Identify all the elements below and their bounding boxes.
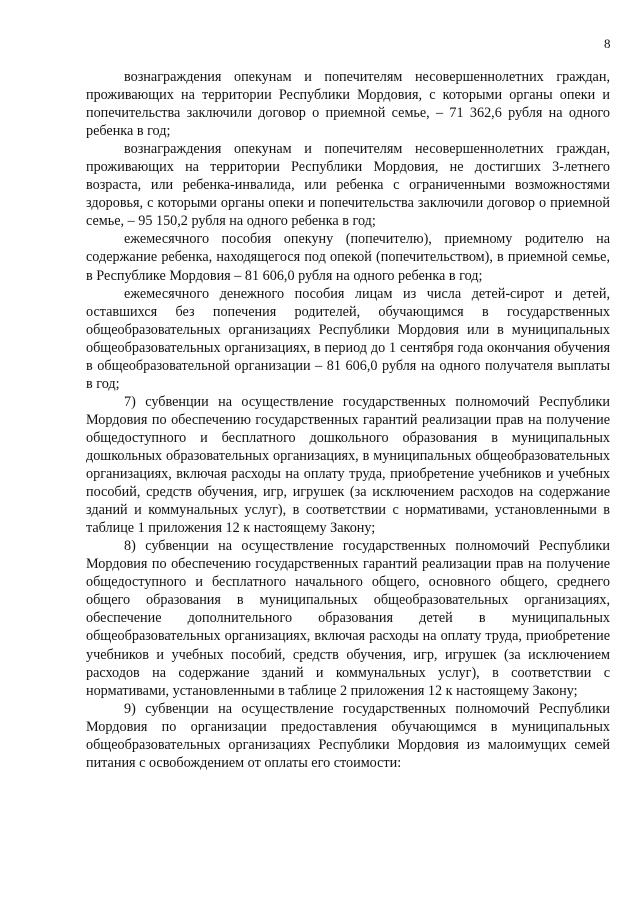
paragraph-item-7-preschool-subvention: 7) субвенции на осуществление государственных полномочий Республики Мордовия по обеспечению государственных гарантий реализации прав на получение общедоступного и бесплатного дошкольного образования в муниципальных дошкольных образовательных организациях, в муниципальных общеобразовательных организациях, включая расходы на оплату труда, приобретение учебников и учебных пособий, средств обучения, игр, игрушек (за исключением расходов на содержание зданий и коммунальных услуг), в соответствии с нормативами, установленными в таблице 1 приложения 12 к настоящему Закону;	[86, 393, 610, 537]
paragraph-monthly-allowance-orphans: ежемесячного денежного пособия лицам из числа детей-сирот и детей, оставшихся без попечения родителей, обучающимся в государственных общеобразовательных организациях Республики Мордовия или в муниципальных общеобразовательных организациях, в период до 1 сентября года окончания обучения в общеобразовательной организации – 81 606,0 рубля на одного получателя выплаты в год;	[86, 285, 610, 392]
paragraph-monthly-allowance-guardian: ежемесячного пособия опекуну (попечителю), приемному родителю на содержание ребенка, находящегося под опекой (попечительством), в приемной семье, в Республике Мордовия – 81 606,0 рубля на одного ребенка в год;	[86, 231, 610, 284]
paragraph-guardian-remuneration-special-needs: вознаграждения опекунам и попечителям несовершеннолетних граждан, проживающих на территории Республики Мордовия, не достигших 3-летнего возраста, или ребенка-инвалида, или ребенка с ограниченными возможностями здоровья, с которыми органы опеки и попечительства заключили договор о приемной семье, – 95 150,2 рубля на одного ребенка в год;	[86, 141, 610, 230]
document-body	[86, 68, 610, 772]
page-number: 8	[604, 36, 611, 51]
paragraph-item-9-meals-subvention: 9) субвенции на осуществление государственных полномочий Республики Мордовия по организации предоставления обучающимся в муниципальных общеобразовательных организациях Республики Мордовия из малоимущих семей питания с освобождением от оплаты его стоимости:	[86, 700, 610, 771]
paragraph-item-8-general-education-subvention: 8) субвенции на осуществление государственных полномочий Республики Мордовия по обеспечению государственных гарантий реализации прав на получение общедоступного и бесплатного начального общего, основного общего, среднего общего образования в муниципальных общеобразовательных организациях, обеспечение дополнительного образования детей в муниципальных общеобразовательных организациях, включая расходы на оплату труда, приобретение учебников и учебных пособий, средств обучения, игр, игрушек (за исключением расходов на содержание зданий и коммунальных услуг), в соответствии с нормативами, установленными в таблице 2 приложения 12 к настоящему Закону;	[86, 538, 610, 699]
paragraph-foster-guardian-remuneration: вознаграждения опекунам и попечителям несовершеннолетних граждан, проживающих на территории Республики Мордовия, с которыми органы опеки и попечительства заключили договор о приемной семье, – 71 362,6 рубля на одного ребенка в год;	[86, 69, 610, 140]
